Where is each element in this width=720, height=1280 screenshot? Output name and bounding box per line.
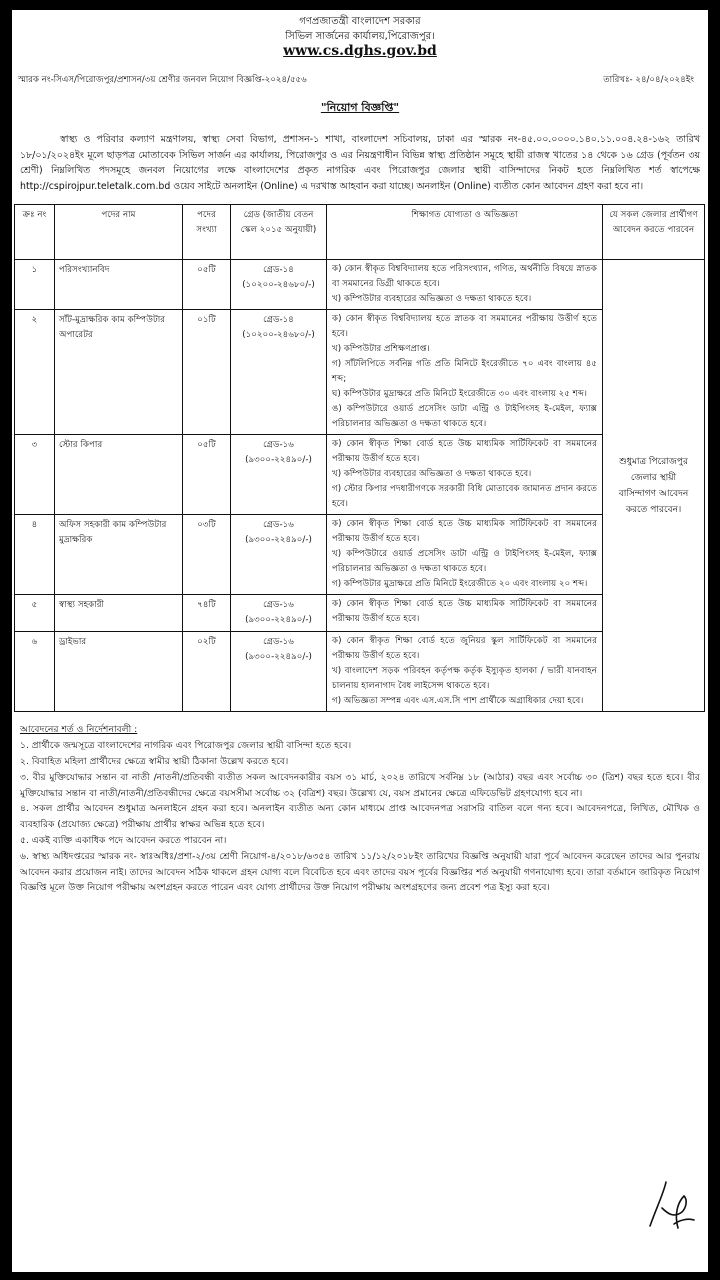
qualification-item: গ) কম্পিউটার মুদ্রাক্ষরে প্রতি মিনিটে ইংরেজীতে ২০ এবং বাংলায় ২০ শব্দ। — [332, 579, 588, 590]
col-header-grade: গ্রেড (জাতীয় বেতন স্কেল ২০১৫ অনুযায়ী) — [231, 205, 327, 260]
instruction-item: ১. প্রার্থীকে জন্মসূত্রে বাংলাদেশের নাগরিক এবং পিরোজপুর জেলার স্থায়ী বাসিন্দা হতে হবে। — [20, 740, 352, 752]
row-count: ০৫টি — [183, 260, 231, 310]
row-count: ০২টি — [183, 632, 231, 712]
row-serial: ২ — [15, 310, 55, 435]
instruction-item: ৫. একই ব্যক্তি একাধিক পদে আবেদন করতে পারবেন না। — [20, 834, 227, 846]
row-post: সাঁট-মুদ্রাক্ষরিক কাম কম্পিউটার অপারেটর — [55, 310, 183, 435]
intro-paragraph: স্বাস্থ্য ও পরিবার কল্যাণ মন্ত্রণালয়, স্বাস্থ্য সেবা বিভাগ, প্রশাসন-১ শাখা, বাংলাদেশ সচিবালয়, ঢাকা এর স্মারক নং-৪৫.০০.০০০০.১৪০.১১.০০৪.২৪-১৬২ তারিখ ১৮/০১/২০২৪ইং মূলে ছাড়পত্র মোতাবেক সিভিল সার্জন এর কার্যালয়, পিরোজপুর ও এর নিয়ন্ত্রণাধীন বিভিন্ন স্বাস্থ্য প্রতিষ্ঠান সমূহে স্থায়ী রাজস্ব খাতের ১৪ থেকে ১৬ গ্রেড (পূর্বতন ৩য় শ্রেণী) নিম্নলিখিত পদসমূহে জনবল নিয়োগের লক্ষে বাংলাদেশের প্রকৃত নাগরিক এবং পিরোজপুর জেলার স্থায়ী বাসিন্দাদের নিকট হতে নিম্নলিখিত শর্ত স্বাপেক্ষে http://cspirojpur.teletalk.com.bd ওয়েব সাইটে অনলাইন (Online) এ দরখাস্ত আহবান করা যাচ্ছে। অনলাইন (Online) ব্যতীত কোন আবেদন গ্রহণ করা হবে না। — [20, 134, 700, 192]
row-grade — [231, 515, 327, 595]
table-row — [15, 632, 705, 712]
instruction-item: ২. বিবাহিত মহিলা প্রার্থীদের ক্ষেত্রে স্বামীর স্থায়ী ঠিকানা উল্লেখ করতে হবে। — [20, 755, 289, 767]
grade-label: গ্রেড-১৬ — [263, 440, 294, 451]
pay-scale: (৯৩০০-২২৪৯০/-) — [245, 455, 312, 466]
pay-scale: (১০২০০-২৪৬৮০/-) — [242, 280, 315, 291]
row-grade — [231, 435, 327, 515]
website-link[interactable]: www.cs.dghs.gov.bd — [283, 43, 437, 59]
qualification-item: ক) কোন স্বীকৃত বিশ্ববিদ্যালয় হতে স্নাতক বা সমমানের পরীক্ষায় উত্তীর্ণ হতে হবে। — [332, 314, 597, 340]
qualification-item: খ) কম্পিউটারে ওয়ার্ড প্রসেসিং ডাটা এন্ট্রি ও টাইপিংসহ ই-মেইল, ফ্যাক্স পরিচালনার অভিজ্ঞতা ও দক্ষতা থাকতে হবে। — [332, 549, 597, 575]
memo-line — [12, 73, 708, 91]
notice-page — [12, 10, 708, 1272]
qualification-item: ক) কোন স্বীকৃত শিক্ষা বোর্ড হতে উচ্চ মাধ্যমিক সার্টিফিকেট বা সমমানের পরীক্ষায় উত্তীর্ণ হতে হবে। — [332, 439, 597, 465]
office-name: সিভিল সার্জনের কার্যালয়,পিরোজপুর। — [285, 31, 435, 42]
row-grade — [231, 310, 327, 435]
row-post: ড্রাইভার — [55, 632, 183, 712]
table-row — [15, 435, 705, 515]
grade-label: গ্রেড-১৪ — [263, 315, 294, 326]
grade-label: গ্রেড-১৪ — [263, 265, 294, 276]
row-count: ০৩টি — [183, 515, 231, 595]
col-header-count: পদের সংখ্যা — [183, 205, 231, 260]
instructions-title: আবেদনের শর্ত ও নির্দেশনাবলী : — [20, 724, 138, 736]
instruction-item: ৩. বীর মুক্তিযোদ্ধার সন্তান বা নাতী /নাতনী/প্রতিবন্ধী ব্যতীত সকল আবেদনকারীর বয়স ৩১ মার্চ, ২০২৪ তারিখে সর্বনিম্ন ১৮ (আঠার) বছর এবং সর্বোচ্চ ৩০ (ত্রিশ) বছর হতে হবে। বীর মুক্তিযোদ্ধার সন্তান বা নাতী/নাতনী/প্রতিবন্ধীদের ক্ষেত্রে বয়সসীমা সর্বোচ্চ ৩২ (বত্রিশ) বছর। উল্লেখ্য যে, বয়স প্রমানের ক্ষেত্রে এফিডেভিট গ্রহণযোগ্য হবে না। — [20, 771, 700, 799]
posts-table — [14, 204, 705, 712]
qualification-item: ঙ) কম্পিউটারে ওয়ার্ড প্রসেসিং ডাটা এন্ট্রি ও টাইপিংসহ ই-মেইল, ফ্যাক্স পরিচালনার অভিজ্ঞতা ও দক্ষতা থাকতে হবে। — [332, 404, 597, 430]
pay-scale: (১০২০০-২৪৬৮০/-) — [242, 330, 315, 341]
grade-label: গ্রেড-১৬ — [263, 520, 294, 531]
qualification-item: খ) কম্পিউটার ব্যবহারের অভিজ্ঞতা ও দক্ষতা থাকতে হবে। — [332, 294, 532, 305]
qualification-item: ক) কোন স্বীকৃত শিক্ষা বোর্ড হতে জুনিয়র স্কুল সার্টিফিকেট বা সমমানের পরীক্ষায় উত্তীর্ণ হতে হবে। — [332, 636, 597, 662]
row-serial: ৬ — [15, 632, 55, 712]
pay-scale: (৯৩০০-২২৪৯০/-) — [245, 615, 312, 626]
table-header-row — [15, 205, 705, 260]
qualification-item: ঘ) কম্পিউটার মুদ্রাক্ষরে প্রতি মিনিটে ইংরেজীতে ৩০ এবং বাংলায় ২৫ শব্দ। — [332, 389, 588, 400]
row-post: পরিসংখ্যানবিদ — [55, 260, 183, 310]
row-post: অফিস সহকারী কাম কম্পিউটার মুদ্রাক্ষরিক — [55, 515, 183, 595]
row-grade — [231, 260, 327, 310]
row-serial: ৪ — [15, 515, 55, 595]
pay-scale: (৯৩০০-২২৪৯০/-) — [245, 652, 312, 663]
qualification-item: খ) কম্পিউটার প্রশিক্ষণপ্রাপ্ত। — [332, 344, 430, 355]
row-count: ০৫টি — [183, 435, 231, 515]
row-qualifications — [327, 435, 603, 515]
row-count: ০১টি — [183, 310, 231, 435]
row-grade — [231, 595, 327, 632]
row-serial: ১ — [15, 260, 55, 310]
col-header-eligible-districts: যে সকল জেলার প্রার্থীগণ আবেদন করতে পারবেন — [603, 205, 705, 260]
row-count: ৭৪টি — [183, 595, 231, 632]
letterhead — [12, 14, 708, 59]
col-header-post: পদের নাম — [55, 205, 183, 260]
signature-icon — [644, 1174, 696, 1238]
notice-title: "নিয়োগ বিজ্ঞপ্তি" — [320, 101, 400, 114]
qualification-item: খ) বাংলাদেশ সড়ক পরিবহন কর্তৃপক্ষ কর্তৃক ইস্যুকৃত হালকা / ভারী যানবাহন চালনায় হালনাগাদ বৈধ লাইসেন্স থাকতে হবে। — [332, 666, 597, 692]
qualification-item: গ) সাঁটলিপিতে সর্বনিম্ন গতি প্রতি মিনিটে ইংরেজীতে ৭০ এবং বাংলায় ৪৫ শব্দ; — [332, 359, 597, 385]
row-serial: ৩ — [15, 435, 55, 515]
table-row — [15, 260, 705, 310]
qualification-item: গ) অভিজ্ঞতা সম্পন্ন এবং এস.এস.সি পাশ প্রার্থীকে অগ্রাধিকার দেয়া হবে। — [332, 696, 584, 707]
table-row — [15, 595, 705, 632]
qualification-item: ক) কোন স্বীকৃত বিশ্ববিদ্যালয় হতে পরিসংখ্যান, গণিত, অর্থনীতি বিষয়ে স্নাতক বা সমমানের ডিগ্রী থাকতে হবে। — [332, 264, 597, 290]
table-row — [15, 515, 705, 595]
col-header-serial: ক্রঃ নং — [15, 205, 55, 260]
instructions-section — [20, 722, 700, 896]
govt-title: গণপ্রজাতন্ত্রী বাংলাদেশ সরকার — [299, 16, 421, 27]
grade-label: গ্রেড-১৬ — [263, 637, 294, 648]
qualification-item: খ) কম্পিউটার ব্যবহারের অভিজ্ঞতা ও দক্ষতা থাকতে হবে। — [332, 469, 532, 480]
row-post: স্টোর কিপার — [55, 435, 183, 515]
qualification-item: ক) কোন স্বীকৃত শিক্ষা বোর্ড হতে উচ্চ মাধ্যমিক সার্টিফিকেট বা সমমানের পরীক্ষায় উত্তীর্ণ হতে হবে। — [332, 599, 597, 625]
eligibility-cell: শুধুমাত্র পিরোজপুর জেলার স্থায়ী বাসিন্দাগণ আবেদন করতে পারবেন। — [603, 260, 705, 712]
memo-ref: স্মারক নং-সিএস/পিরোজপুর/প্রশাসন/৩য় শ্রেণীর জনবল নিয়োগ বিজ্ঞপ্তি-২০২৪/৫৫৬ — [18, 75, 307, 85]
row-qualifications — [327, 310, 603, 435]
row-qualifications — [327, 632, 603, 712]
instruction-item: ৪. সকল প্রার্থীর আবেদন শুধুমাত্র অনলাইনে গ্রহন করা হবে। অনলাইন ব্যতীত অন্য কোন মাধ্যমে প্রাপ্ত আবেদনপত্র সরাসরি বাতিল বলে গন্য হবে। আবেদনপত্রে, লিখিত, মৌখিক ও ব্যবহারিক (প্রযোজ্য ক্ষেত্রে) পরীক্ষায় প্রার্থীর স্বাক্ষর অভিন্ন হতে হবে। — [20, 803, 700, 831]
row-post: স্বাস্থ্য সহকারী — [55, 595, 183, 632]
row-qualifications — [327, 595, 603, 632]
instruction-item: ৬. স্বাস্থ্য অধিদপ্তরের স্মারক নং- স্বাঃঅধিঃ/প্রশা-২/৩য় শ্রেণী নিয়োগ-৪/২০১৮/৬৩৫৪ তারিখ ১১/১২/২০১৮ইং তারিখের বিজ্ঞপ্তি অনুযায়ী যারা পূর্বে আবেদন করেছেন তাদের আর পুনরায় আবেদন করার প্রয়োজন নাই। তাদের আবেদন সঠিক থাকলে গ্রহন যোগ্য বলে বিবেচিত হবে এবং তাদের বয়স পূর্বের বিজ্ঞপ্তির শর্ত অনুযায়ী গণনাযোগ্য হবে। তারা বর্তমানে জারিকৃত নিয়োগ বিজ্ঞপ্তি মূলে উক্ত নিয়োগ পরীক্ষায় অংশগ্রহন করতে পারেন এবং যোগ্য প্রার্থীদের উক্ত নিয়োগ পরীক্ষায় অংশগ্রহণের জন্য প্রবেশ পত্র ইস্যু করা হবে। — [20, 850, 700, 894]
row-qualifications — [327, 515, 603, 595]
row-grade — [231, 632, 327, 712]
table-row — [15, 310, 705, 435]
grade-label: গ্রেড-১৬ — [263, 600, 294, 611]
qualification-item: ক) কোন স্বীকৃত শিক্ষা বোর্ড হতে উচ্চ মাধ্যমিক সার্টিফিকেট বা সমমানের পরীক্ষায় উত্তীর্ণ হতে হবে। — [332, 519, 597, 545]
row-qualifications — [327, 260, 603, 310]
pay-scale: (৯৩০০-২২৪৯০/-) — [245, 535, 312, 546]
memo-date: তারিখঃ- ২৪/০৪/২০২৪ইং — [603, 75, 694, 85]
qualification-item: গ) স্টোর কিপার পদধারীগণকে সরকারী বিধি মোতাবেক জামানত প্রদান করতে হবে। — [332, 484, 597, 510]
row-serial: ৫ — [15, 595, 55, 632]
col-header-qualification: শিক্ষাগত যোগ্যতা ও অভিজ্ঞতা — [327, 205, 603, 260]
